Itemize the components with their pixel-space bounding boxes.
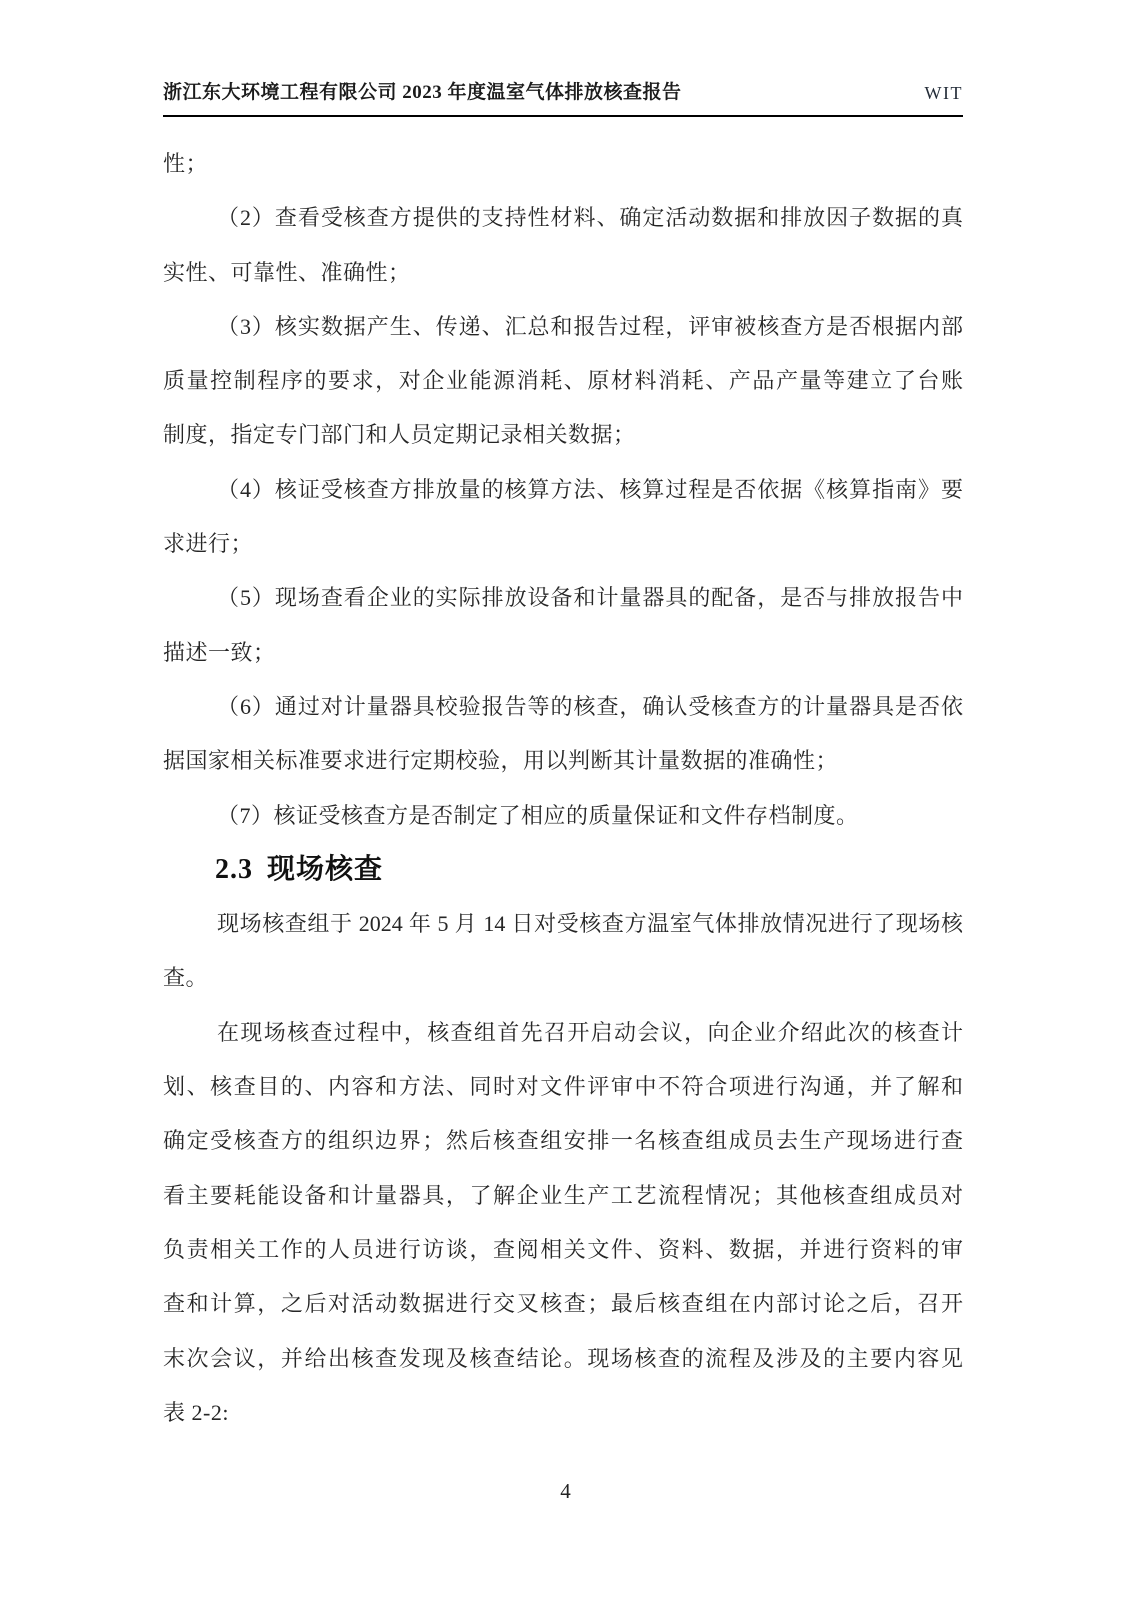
page-number: 4 — [560, 1479, 571, 1503]
paragraph-line: 看主要耗能设备和计量器具，了解企业生产工艺流程情况；其他核查组成员对 — [163, 1182, 963, 1208]
document-header — [163, 80, 963, 117]
paragraph-line: （5）现场查看企业的实际排放设备和计量器具的配备，是否与排放报告中 — [217, 585, 963, 611]
paragraph-line: 制度，指定专门部门和人员定期记录相关数据； — [163, 422, 636, 448]
paragraph-line: 末次会议，并给出核查发现及核查结论。现场核查的流程及涉及的主要内容见 — [163, 1345, 963, 1371]
paragraph-line: （2）查看受核查方提供的支持性材料、确定活动数据和排放因子数据的真 — [217, 205, 963, 231]
paragraph-line: 性； — [163, 151, 209, 176]
header-logo-text: WIT — [924, 83, 963, 103]
paragraph-line: 描述一致； — [163, 639, 276, 665]
paragraph-line: 表 2-2: — [163, 1399, 229, 1425]
paragraph-line: 查和计算，之后对活动数据进行交叉核查；最后核查组在内部讨论之后，召开 — [163, 1291, 963, 1317]
paragraph-line: （7）核证受核查方是否制定了相应的质量保证和文件存档制度。 — [217, 802, 859, 828]
paragraph-line: 划、核查目的、内容和方法、同时对文件评审中不符合项进行沟通，并了解和 — [163, 1074, 963, 1100]
paragraph-line: 据国家相关标准要求进行定期校验，用以判断其计量数据的准确性； — [163, 748, 839, 774]
paragraph-line: 实性、可靠性、准确性； — [163, 259, 411, 285]
paragraph-line: 确定受核查方的组织边界；然后核查组安排一名核查组成员去生产现场进行查 — [163, 1128, 963, 1154]
paragraph-line: （3）核实数据产生、传递、汇总和报告过程，评审被核查方是否根据内部 — [217, 313, 963, 339]
header-title: 浙江东大环境工程有限公司 2023 年度温室气体排放核查报告 — [163, 82, 682, 103]
section-number: 2.3 — [215, 853, 253, 885]
page-footer — [0, 1477, 1131, 1505]
section-title: 现场核查 — [267, 853, 384, 885]
document-body — [163, 137, 963, 1440]
paragraph-line: （4）核证受核查方排放量的核算方法、核算过程是否依据《核算指南》要 — [217, 476, 963, 502]
paragraph-line: 查。 — [163, 965, 209, 991]
paragraph-line: 质量控制程序的要求，对企业能源消耗、原材料消耗、产品产量等建立了台账 — [163, 368, 963, 394]
paragraph-line: 现场核查组于 2024 年 5 月 14 日对受核查方温室气体排放情况进行了现场核 — [217, 911, 963, 937]
paragraph-line: 在现场核查过程中，核查组首先召开启动会议，向企业介绍此次的核查计 — [217, 1019, 963, 1045]
paragraph-line: （6）通过对计量器具校验报告等的核查，确认受核查方的计量器具是否依 — [217, 693, 963, 719]
paragraph-line: 求进行； — [163, 531, 254, 557]
section-heading-2-3 — [163, 843, 963, 897]
paragraph-line: 负责相关工作的人员进行访谈，查阅相关文件、资料、数据，并进行资料的审 — [163, 1236, 963, 1262]
